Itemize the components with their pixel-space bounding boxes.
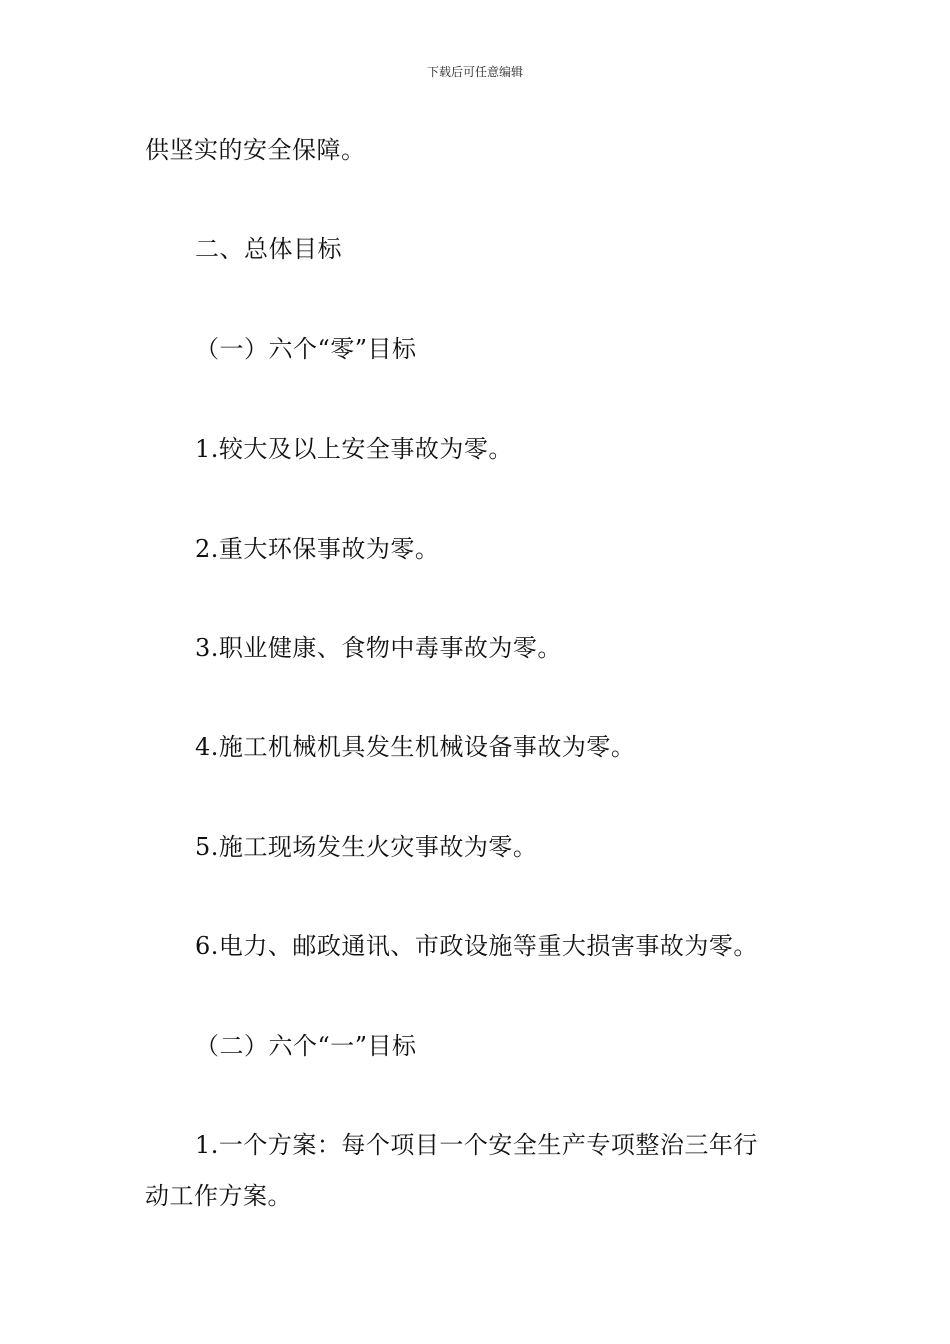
list-item: 2.重大环保事故为零。 (195, 535, 440, 563)
subsection-heading-one-goals: （二）六个“一”目标 (195, 1032, 417, 1060)
page-header: 下载后可任意编辑 (426, 65, 523, 79)
subsection-heading-zero-goals: （一）六个“零”目标 (195, 335, 417, 363)
list-item: 3.职业健康、食物中毒事故为零。 (195, 634, 562, 662)
list-item: 6.电力、邮政通讯、市政设施等重大损害事故为零。 (195, 932, 758, 960)
list-item: 1.较大及以上安全事故为零。 (195, 435, 513, 463)
list-item-continuation: 动工作方案。 (145, 1182, 292, 1210)
section-heading: 二、总体目标 (195, 235, 342, 263)
intro-tail-text: 供坚实的安全保障。 (145, 136, 366, 164)
list-item: 5.施工现场发生火灾事故为零。 (195, 833, 538, 861)
list-item: 1.一个方案：每个项目一个安全生产专项整治三年行 (195, 1131, 758, 1159)
list-item: 4.施工机械机具发生机械设备事故为零。 (195, 733, 636, 761)
